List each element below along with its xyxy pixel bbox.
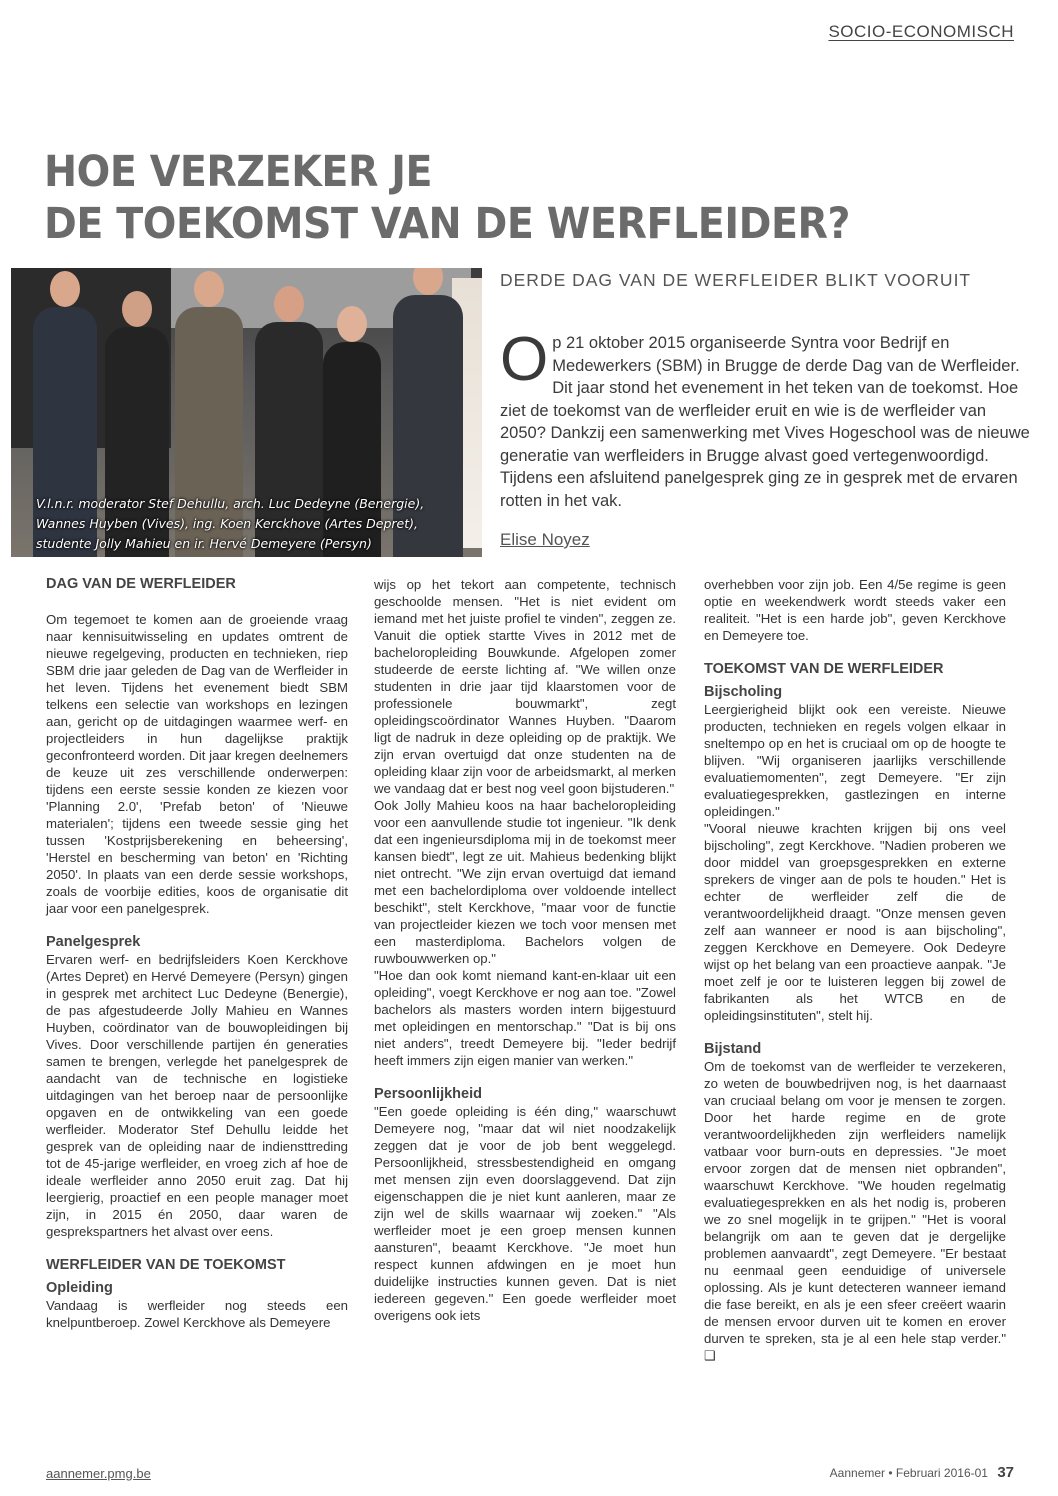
column-1 xyxy=(46,576,348,1331)
heading-dag-van-de-werfleider: DAG VAN DE WERFLEIDER xyxy=(46,576,236,592)
subheading-bijscholing: Bijscholing xyxy=(704,684,783,700)
body-paragraph: Ook Jolly Mahieu koos na haar bacheloropleiding voor een aanvullende studie tot ingenieur. "Ik denk dat een ingenieursdiploma mij in de toekomst meer kansen biedt", legt ze uit. Mahieus bedenking blijkt niet ontrecht. "We zijn ervan overtuigd dat iemand met een bachelordiploma over voldoende intellect beschikt", stelt Kerckhove, "maar voor de functie van projectleider kiezen we toch voor mensen met een masterdiploma. Bachelors volgen de ruwbouwwerken op." xyxy=(374,798,676,966)
drop-cap: O xyxy=(500,325,549,394)
subheading-opleiding: Opleiding xyxy=(46,1280,113,1296)
body-paragraph: Vandaag is werfleider nog steeds een knelpuntberoep. Zowel Kerckhove als Demeyere xyxy=(46,1298,348,1330)
heading-toekomst-van-de-werfleider: TOEKOMST VAN DE WERFLEIDER xyxy=(704,661,944,677)
body-paragraph: "Hoe dan ook komt niemand kant-en-klaar uit een opleiding", voegt Kerckhove er nog aan toe. "Zowel bachelors als masters worden intern bijgestuurd met opleidingen en mentorschap." "Dat is bij ons niet anders", treedt Demeyere bij. "Ieder bedrijf heeft immers zijn eigen manier van werken." xyxy=(374,968,676,1068)
section-tag: SOCIO-ECONOMISCH xyxy=(828,22,1014,41)
body-paragraph: Om tegemoet te komen aan de groeiende vraag naar kennisuitwisseling en updates omtrent de nieuwe regelgeving, producten en technieken, riep SBM drie jaar geleden de Dag van de Werfleider in het leven. Tijdens het evenement biedt SBM telkens een selectie van workshops en lezingen aan, gericht op de uitdagingen waarmee werf- en projectleiders in hun dagelijkse praktijk geconfronteerd worden. Dit jaar kregen deelnemers de keuze uit zes verschillende onderwerpen: tijdens een eerste sessie konden ze kiezen voor 'Planning 2.0', 'Prefab beton' of 'Nieuwe materialen'; tijdens een tweede sessie ging het tussen 'Kostprijsberekening en beheersing', 'Herstel en bescherming van beton' en 'Richting 2050'. In plaats van een derde sessie workshops, zoals de voorbije edities, koos de organisatie dit jaar voor een panelgesprek. xyxy=(46,612,348,916)
subheading-bijstand: Bijstand xyxy=(704,1041,762,1057)
body-paragraph: "Vooral nieuwe krachten krijgen bij ons veel bijscholing", zegt Kerckhove. "Nadien proberen we door middel van groepsgesprekken en externe sprekers de vinger aan de pols te houden." Het is echter de werfleider zelf die de verantwoordelijkheid draagt. "Onze mensen geven zelf aan wanneer er nood is aan bijscholing", zeggen Kerckhove en Demeyere. Ook Dedeyre wijst op het belang van een proactieve aanpak. "Je moet zelf je oor te luisteren leggen bij zowel de fabrikanten als het WTCB en de opleidingsinstituten", stelt hij. xyxy=(704,821,1006,1023)
heading-werfleider-van-de-toekomst: WERFLEIDER VAN DE TOEKOMST xyxy=(46,1257,286,1273)
body-paragraph: Leergierigheid blijkt ook een vereiste. Nieuwe producten, technieken en regels volgen elkaar in sneltempo op en het is cruciaal om op de hoogte te blijven. "Wij organiseren jaarlijks verschillende evaluatiemomenten", zegt Demeyere. "Er zijn evaluatiegesprekken, gastlezingen en interne opleidingen." xyxy=(704,702,1006,819)
subtitle: DERDE DAG VAN DE WERFLEIDER BLIKT VOORUIT xyxy=(500,270,972,290)
body-paragraph: Om de toekomst van de werfleider te verzekeren, zo weten de bouwbedrijven nog, is het daarnaast van cruciaal belang om voor je mensen te zorgen. Door het harde regime en de grote verantwoordelijkheden zijn werfleiders namelijk vatbaar voor burn-outs en depressies. "Je moet ervoor zorgen dat de mensen niet opbranden", waarschuwt Kerckhove. "We houden regelmatig evaluatiegesprekken en als het nodig is, proberen we zo snel mogelijk in te grijpen." "Het is vooral belangrijk om aan te geven dat je dergelijke problemen aanvaardt", zegt Demeyere. "Er bestaat nu eenmaal geen eenduidige of universele oplossing. Als je kunt detecteren wanneer iemand die fase bereikt, en als je een sfeer creëert waarin de mensen ervoor durven uit te komen en erover durven te spreken, sta je al een hele stap verder." ❑ xyxy=(704,1059,1006,1363)
body-paragraph: wijs op het tekort aan competente, technisch geschoolde mensen. "Het is niet evident om iemand met het juiste profiel te vinden", zeggen ze. Vanuit die optiek startte Vives in 2012 met de bacheloropleiding Bouwkunde. Afgelopen zomer studeerde de eerste lichting af. "We willen onze studenten in drie jaar tijd klaarstomen voor de professionele bouwmarkt", zegt opleidingscoördinator Wannes Huyben. "Daarom ligt de nadruk in deze opleiding op de praktijk. We zijn ervan overtuigd dat onze studenten na de opleiding klaar zijn voor de arbeidsmarkt, al merken we vandaag dat er best nog veel goon bijstuderen." xyxy=(374,577,676,796)
column-2 xyxy=(374,576,676,1324)
headline xyxy=(44,146,927,250)
author-link[interactable]: Elise Noyez xyxy=(500,530,590,549)
intro-text: p 21 oktober 2015 organiseerde Syntra voor Bedrijf en Medewerkers (SBM) in Brugge de derde Dag van de Werfleider. Dit jaar stond het evenement in het teken van de toekomst. Hoe ziet de toekomst van de werfleider eruit en wie is de werfleider van 2050? Dankzij een samenwerking met Vives Hogeschool was de nieuwe generatie van werfleiders in Brugge alvast goed vertegenwoordigd. Tijdens een afsluitend panelgesprek ging ze in gesprek met de ervaren rotten in het vak. xyxy=(500,334,1030,510)
subheading-panelgesprek: Panelgesprek xyxy=(46,934,141,950)
headline-line-1: HOE VERZEKER JE xyxy=(44,147,433,197)
page-footer xyxy=(830,1464,1014,1481)
website-link[interactable]: aannemer.pmg.be xyxy=(46,1466,151,1481)
headline-line-2: DE TOEKOMST VAN DE WERFLEIDER? xyxy=(44,199,851,249)
body-paragraph: Ervaren werf- en bedrijfsleiders Koen Kerckhove (Artes Depret) en Hervé Demeyere (Persyn) gingen in gesprek met architect Luc Dedeyne (Benergie), de pas afgestudeerde Jolly Mahieu en Wannes Huyben, coördinator van de bouwopleidingen bij Vives. Door verschillende partijen én generaties samen te brengen, verlegde het panelgesprek de aandacht van de technische en logistieke uitdagingen van het beroep naar de persoonlijke opgaven en de ontwikkeling van een goede werfleider. Moderator Stef Dehullu leidde het gesprek van de opleiding naar de indiensttreding tot de 45-jarige werfleider, en vroeg zich af hoe de ideale werfleider anno 2050 eruit zag. Dat hij leergierig, proactief en een people manager moet zijn, in 2015 én 2050, daar waren de gesprekspartners het alvast over eens. xyxy=(46,952,348,1239)
column-3 xyxy=(704,576,1006,1364)
intro-paragraph xyxy=(500,325,1030,512)
body-paragraph: "Een goede opleiding is één ding," waarschuwt Demeyere nog, "maar dat wil niet noodzakelijk zeggen dat je voor de job bent weggelegd. Persoonlijkheid, stressbestendigheid en omgang met mensen zijn even doorslaggevend. Dat zijn eigenschappen die je niet kunt aanleren, maar ze zijn wel de skills waarnaar wij zoeken." "Als werfleider moet je een groep mensen kunnen aansturen", beaamt Kerckhove. "Je moet hun respect kunnen afdwingen en je moet hun duidelijke instructies kunnen geven. Dat is niet iedereen gegeven." Een goede werfleider moet overigens ook iets xyxy=(374,1104,676,1323)
photo-caption: V.l.n.r. moderator Stef Dehullu, arch. Luc Dedeyne (Benergie), Wannes Huyben (Vives), ing. Koen Kerckhove (Artes Depret), studente Jolly Mahieu en ir. Hervé Demeyere (Persyn) xyxy=(36,496,425,551)
subheading-persoonlijkheid: Persoonlijkheid xyxy=(374,1086,482,1102)
issue-label: Aannemer • Februari 2016-01 xyxy=(829,1466,988,1480)
body-paragraph: overhebben voor zijn job. Een 4/5e regime is geen optie en weekendwerk wordt steeds vaker een realiteit. "Het is een harde job", geven Kerckhove en Demeyere toe. xyxy=(704,577,1006,643)
page-number: 37 xyxy=(997,1464,1014,1481)
